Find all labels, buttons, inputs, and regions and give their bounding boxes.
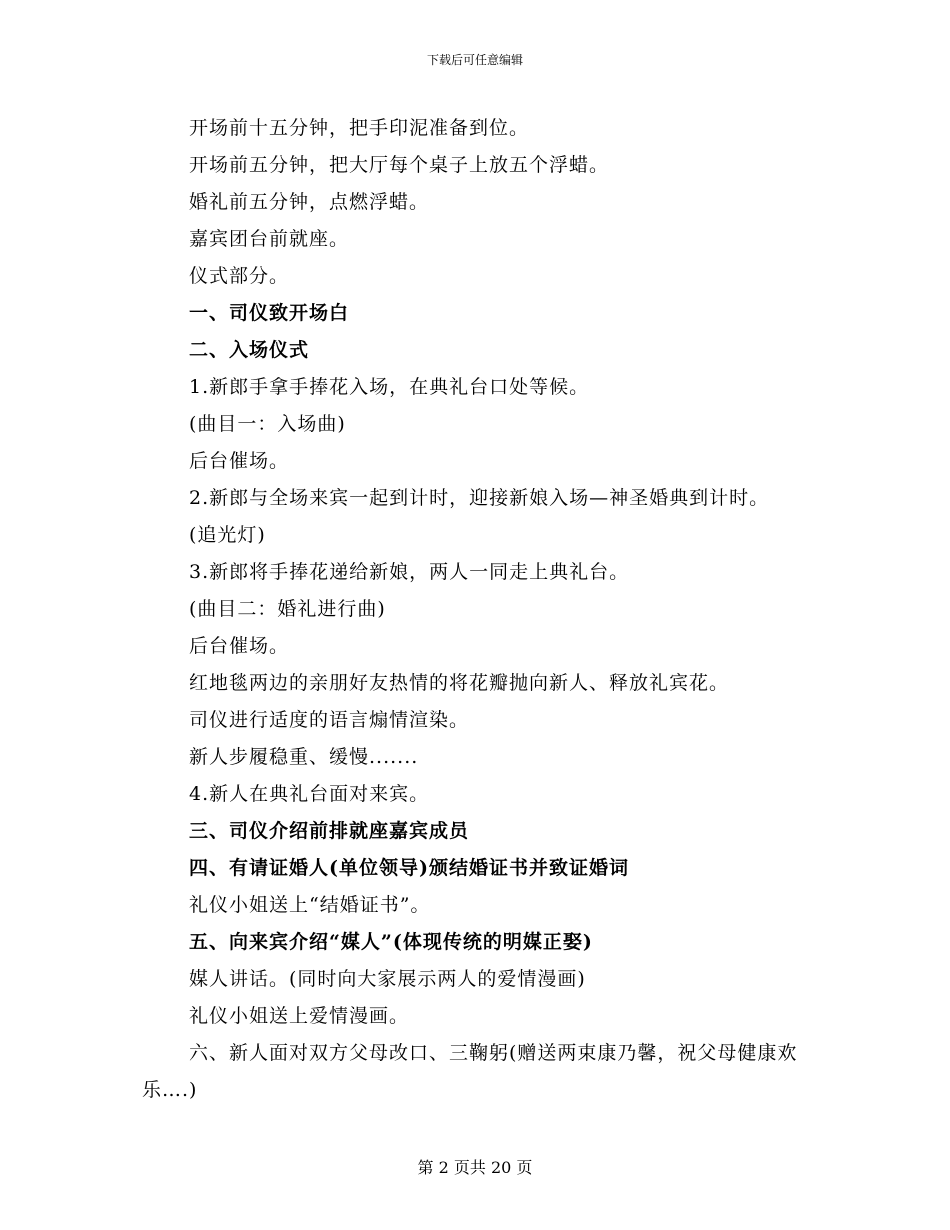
text-line: 开场前五分钟，把大厅每个桌子上放五个浮蜡。 bbox=[189, 154, 610, 176]
text-line: (追光灯) bbox=[189, 524, 266, 546]
final-paragraph: 六、新人面对双方父母改口、三鞠躬(赠送两束康乃馨，祝父母健康欢乐….) bbox=[142, 1042, 798, 1101]
text-line: 2.新郎与全场来宾一起到计时，迎接新娘入场—神圣婚典到计时。 bbox=[189, 487, 770, 509]
text-line: 红地毯两边的亲朋好友热情的将花瓣抛向新人、释放礼宾花。 bbox=[189, 672, 730, 694]
text-line: 后台催场。 bbox=[189, 635, 290, 657]
text-line: 礼仪小姐送上“结婚证书”。 bbox=[189, 894, 431, 916]
section-heading: 五、向来宾介绍“媒人”(体现传统的明媒正娶) bbox=[189, 931, 593, 953]
text-line: 礼仪小姐送上爱情漫画。 bbox=[189, 1005, 410, 1027]
section-heading: 三、司仪介绍前排就座嘉宾成员 bbox=[189, 820, 470, 842]
text-line: (曲目二：婚礼进行曲) bbox=[189, 598, 386, 620]
section-heading: 二、入场仪式 bbox=[189, 339, 310, 361]
text-line: 开场前十五分钟，把手印泥准备到位。 bbox=[189, 117, 530, 139]
text-line: (曲目一：入场曲) bbox=[189, 413, 346, 435]
text-line: 媒人讲话。(同时向大家展示两人的爱情漫画) bbox=[189, 968, 586, 990]
text-line: 嘉宾团台前就座。 bbox=[189, 228, 350, 250]
document-body bbox=[142, 110, 814, 1109]
text-line: 后台催场。 bbox=[189, 450, 290, 472]
section-heading: 四、有请证婚人(单位领导)颁结婚证书并致证婚词 bbox=[189, 857, 629, 879]
section-heading: 一、司仪致开场白 bbox=[189, 302, 350, 324]
page-footer: 第 2 页共 20 页 bbox=[417, 1158, 533, 1177]
text-line: 3.新郎将手捧花递给新娘，两人一同走上典礼台。 bbox=[189, 561, 630, 583]
text-line: 司仪进行适度的语言煽情渲染。 bbox=[189, 709, 470, 731]
text-line: 4.新人在典礼台面对来宾。 bbox=[189, 783, 430, 805]
text-line: 新人步履稳重、缓慢....... bbox=[189, 746, 419, 768]
text-line: 1.新郎手拿手捧花入场，在典礼台口处等候。 bbox=[189, 376, 590, 398]
text-line: 婚礼前五分钟，点燃浮蜡。 bbox=[189, 191, 430, 213]
page-header: 下载后可任意编辑 bbox=[426, 53, 523, 67]
text-lines bbox=[142, 110, 814, 1035]
text-line: 仪式部分。 bbox=[189, 265, 290, 287]
